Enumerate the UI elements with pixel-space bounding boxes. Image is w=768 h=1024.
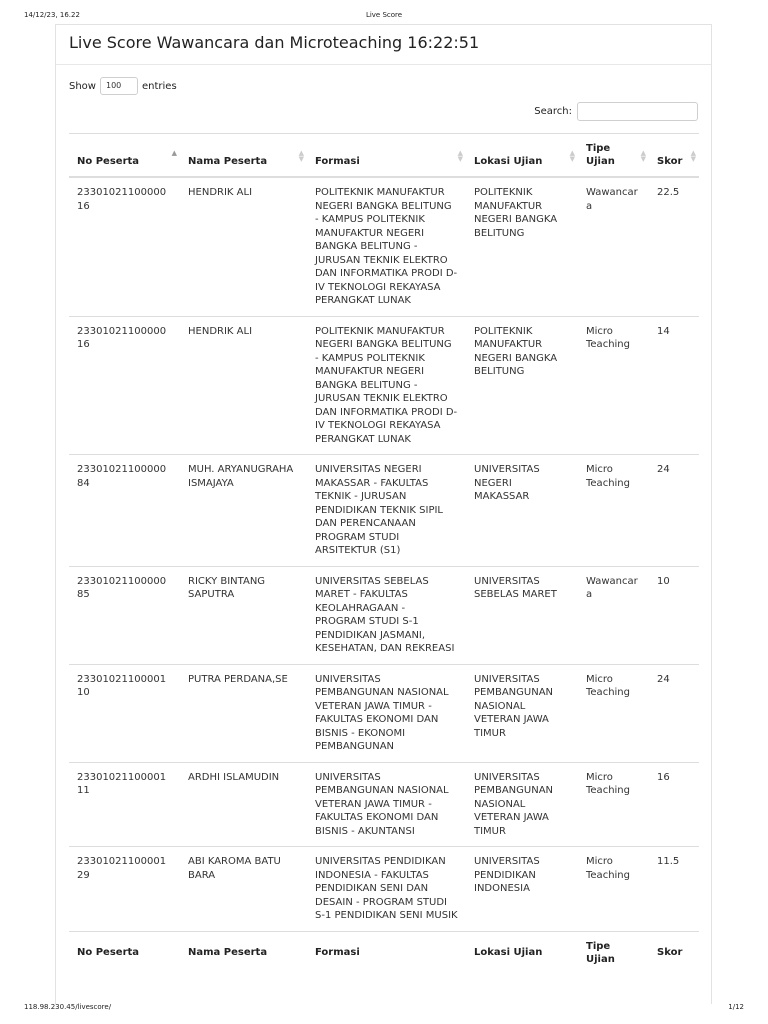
print-header: [0, 11, 768, 21]
print-date: 14/12/23, 16.22: [24, 11, 80, 19]
cell-lokasi-ujian: UNIVERSITAS PEMBANGUNAN NASIONAL VETERAN JAWA TIMUR: [466, 762, 578, 847]
cell-formasi: UNIVERSITAS NEGERI MAKASSAR - FAKULTAS TEKNIK - JURUSAN PENDIDIKAN TEKNIK SIPIL DAN PERENCANAAN PROGRAM STUDI ARSITEKTUR (S1): [307, 455, 466, 567]
cell-nama-peserta: ABI KAROMA BATU BARA: [180, 847, 307, 932]
cell-tipe-ujian: Micro Teaching: [578, 455, 649, 567]
cell-nama-peserta: MUH. ARYANUGRAHA ISMAJAYA: [180, 455, 307, 567]
page-title: Live Score Wawancara dan Microteaching 16:22:51: [69, 33, 480, 52]
cell-lokasi-ujian: POLITEKNIK MANUFAKTUR NEGERI BANGKA BELITUNG: [466, 316, 578, 455]
table-row: [69, 664, 699, 762]
cell-formasi: UNIVERSITAS PEMBANGUNAN NASIONAL VETERAN JAWA TIMUR - FAKULTAS EKONOMI DAN BISNIS - AKUNTANSI: [307, 762, 466, 847]
cell-skor: 14: [649, 316, 699, 455]
cell-no-peserta: 2330102110000084: [69, 455, 180, 567]
column-header-label: No Peserta: [77, 156, 140, 167]
cell-lokasi-ujian: UNIVERSITAS SEBELAS MARET: [466, 566, 578, 664]
print-url: 118.98.230.45/livescore/: [24, 1003, 112, 1011]
column-footer-skor: Skor: [649, 931, 699, 974]
cell-tipe-ujian: Wawancara: [586, 187, 638, 212]
cell-skor: 24: [649, 455, 699, 567]
entries-per-page-select[interactable]: 100: [100, 77, 138, 95]
livescore-table: [69, 133, 699, 974]
column-header-formasi[interactable]: [307, 134, 466, 178]
cell-tipe-ujian: Micro Teaching: [578, 762, 649, 847]
show-label: Show: [69, 80, 96, 92]
search-label: Search:: [534, 106, 572, 117]
entries-label: entries: [141, 80, 177, 92]
table-row: [69, 762, 699, 847]
print-footer: [0, 1003, 768, 1013]
column-footer-no-peserta: No Peserta: [69, 931, 180, 974]
cell-formasi: UNIVERSITAS PEMBANGUNAN NASIONAL VETERAN JAWA TIMUR - FAKULTAS EKONOMI DAN BISNIS - EKONOMI PEMBANGUNAN: [307, 664, 466, 762]
cell-skor: 22.5: [657, 187, 680, 198]
card-header: [56, 25, 711, 65]
column-header-nama-peserta[interactable]: [180, 134, 307, 178]
cell-no-peserta: 2330102110000110: [69, 664, 180, 762]
print-page-number: 1/12: [728, 1003, 744, 1011]
cell-formasi: UNIVERSITAS PENDIDIKAN INDONESIA - FAKULTAS PENDIDIKAN SENI DAN DESAIN - PROGRAM STUDI S-1 PENDIDIKAN SENI MUSIK: [307, 847, 466, 932]
cell-formasi: POLITEKNIK MANUFAKTUR NEGERI BANGKA BELITUNG - KAMPUS POLITEKNIK MANUFAKTUR NEGERI BANGKA BELITUNG - JURUSAN TEKNIK ELEKTRO DAN INFORMATIKA PRODI D-IV TEKNOLOGI REKAYASA PERANGKAT LUNAK: [315, 187, 458, 306]
table-body: [69, 177, 699, 931]
cell-formasi: UNIVERSITAS SEBELAS MARET - FAKULTAS KEOLAHRAGAAN - PROGRAM STUDI S-1 PENDIDIKAN JASMANI, KESEHATAN, DAN REKREASI: [307, 566, 466, 664]
print-title: Live Score: [365, 11, 403, 19]
livescore-card: [55, 24, 712, 1004]
cell-skor: 16: [649, 762, 699, 847]
cell-no-peserta: 2330102110000085: [69, 566, 180, 664]
column-header-label: Lokasi Ujian: [474, 156, 543, 167]
cell-no-peserta: 2330102110000016: [77, 187, 167, 212]
sort-icon: ▲: [171, 149, 177, 157]
cell-tipe-ujian: Micro Teaching: [578, 847, 649, 932]
column-header-no-peserta[interactable]: [69, 134, 180, 178]
search-input[interactable]: [577, 102, 698, 121]
column-header-tipe-ujian[interactable]: [578, 134, 649, 178]
table-row: [69, 316, 699, 455]
column-header-lokasi-ujian[interactable]: [466, 134, 578, 178]
column-footer-lokasi-ujian: Lokasi Ujian: [466, 931, 578, 974]
sort-icon: ▲ ▼: [457, 149, 463, 163]
cell-lokasi-ujian: UNIVERSITAS PEMBANGUNAN NASIONAL VETERAN JAWA TIMUR: [466, 664, 578, 762]
cell-no-peserta: 2330102110000016: [69, 316, 180, 455]
sort-icon: ▲ ▼: [640, 149, 646, 163]
table-row: [69, 455, 699, 567]
entries-length-control: [69, 77, 177, 95]
cell-lokasi-ujian: UNIVERSITAS NEGERI MAKASSAR: [466, 455, 578, 567]
sort-icon: ▲ ▼: [690, 149, 696, 163]
cell-tipe-ujian: Micro Teaching: [578, 664, 649, 762]
column-header-label: Skor: [657, 156, 683, 167]
cell-no-peserta: 2330102110000129: [69, 847, 180, 932]
cell-nama-peserta: HENDRIK ALI: [188, 187, 253, 198]
column-footer-nama-peserta: Nama Peserta: [180, 931, 307, 974]
table-row: [69, 177, 699, 316]
cell-skor: 10: [649, 566, 699, 664]
table-header-row: [69, 134, 699, 178]
table-row: [69, 566, 699, 664]
cell-nama-peserta: PUTRA PERDANA,SE: [180, 664, 307, 762]
column-header-skor[interactable]: [649, 134, 699, 178]
search-control: [534, 102, 698, 121]
cell-no-peserta: 2330102110000111: [69, 762, 180, 847]
cell-skor: 11.5: [649, 847, 699, 932]
column-header-label: Tipe Ujian: [586, 143, 615, 167]
cell-nama-peserta: ARDHI ISLAMUDIN: [180, 762, 307, 847]
column-footer-formasi: Formasi: [307, 931, 466, 974]
cell-nama-peserta: RICKY BINTANG SAPUTRA: [180, 566, 307, 664]
column-header-label: Formasi: [315, 156, 360, 167]
cell-lokasi-ujian: POLITEKNIK MANUFAKTUR NEGERI BANGKA BELITUNG: [474, 187, 558, 239]
sort-icon: ▲ ▼: [298, 149, 304, 163]
cell-formasi: POLITEKNIK MANUFAKTUR NEGERI BANGKA BELITUNG - KAMPUS POLITEKNIK MANUFAKTUR NEGERI BANGKA BELITUNG - JURUSAN TEKNIK ELEKTRO DAN INFORMATIKA PRODI D-IV TEKNOLOGI REKAYASA PERANGKAT LUNAK: [307, 316, 466, 455]
table-footer-row: [69, 931, 699, 974]
cell-nama-peserta: HENDRIK ALI: [180, 316, 307, 455]
cell-tipe-ujian: Wawancara: [578, 566, 649, 664]
column-header-label: Nama Peserta: [188, 156, 268, 167]
column-footer-tipe-ujian: Tipe Ujian: [578, 931, 649, 974]
cell-skor: 24: [649, 664, 699, 762]
cell-tipe-ujian: Micro Teaching: [578, 316, 649, 455]
sort-icon: ▲ ▼: [569, 149, 575, 163]
cell-lokasi-ujian: UNIVERSITAS PENDIDIKAN INDONESIA: [466, 847, 578, 932]
table-row: [69, 847, 699, 932]
